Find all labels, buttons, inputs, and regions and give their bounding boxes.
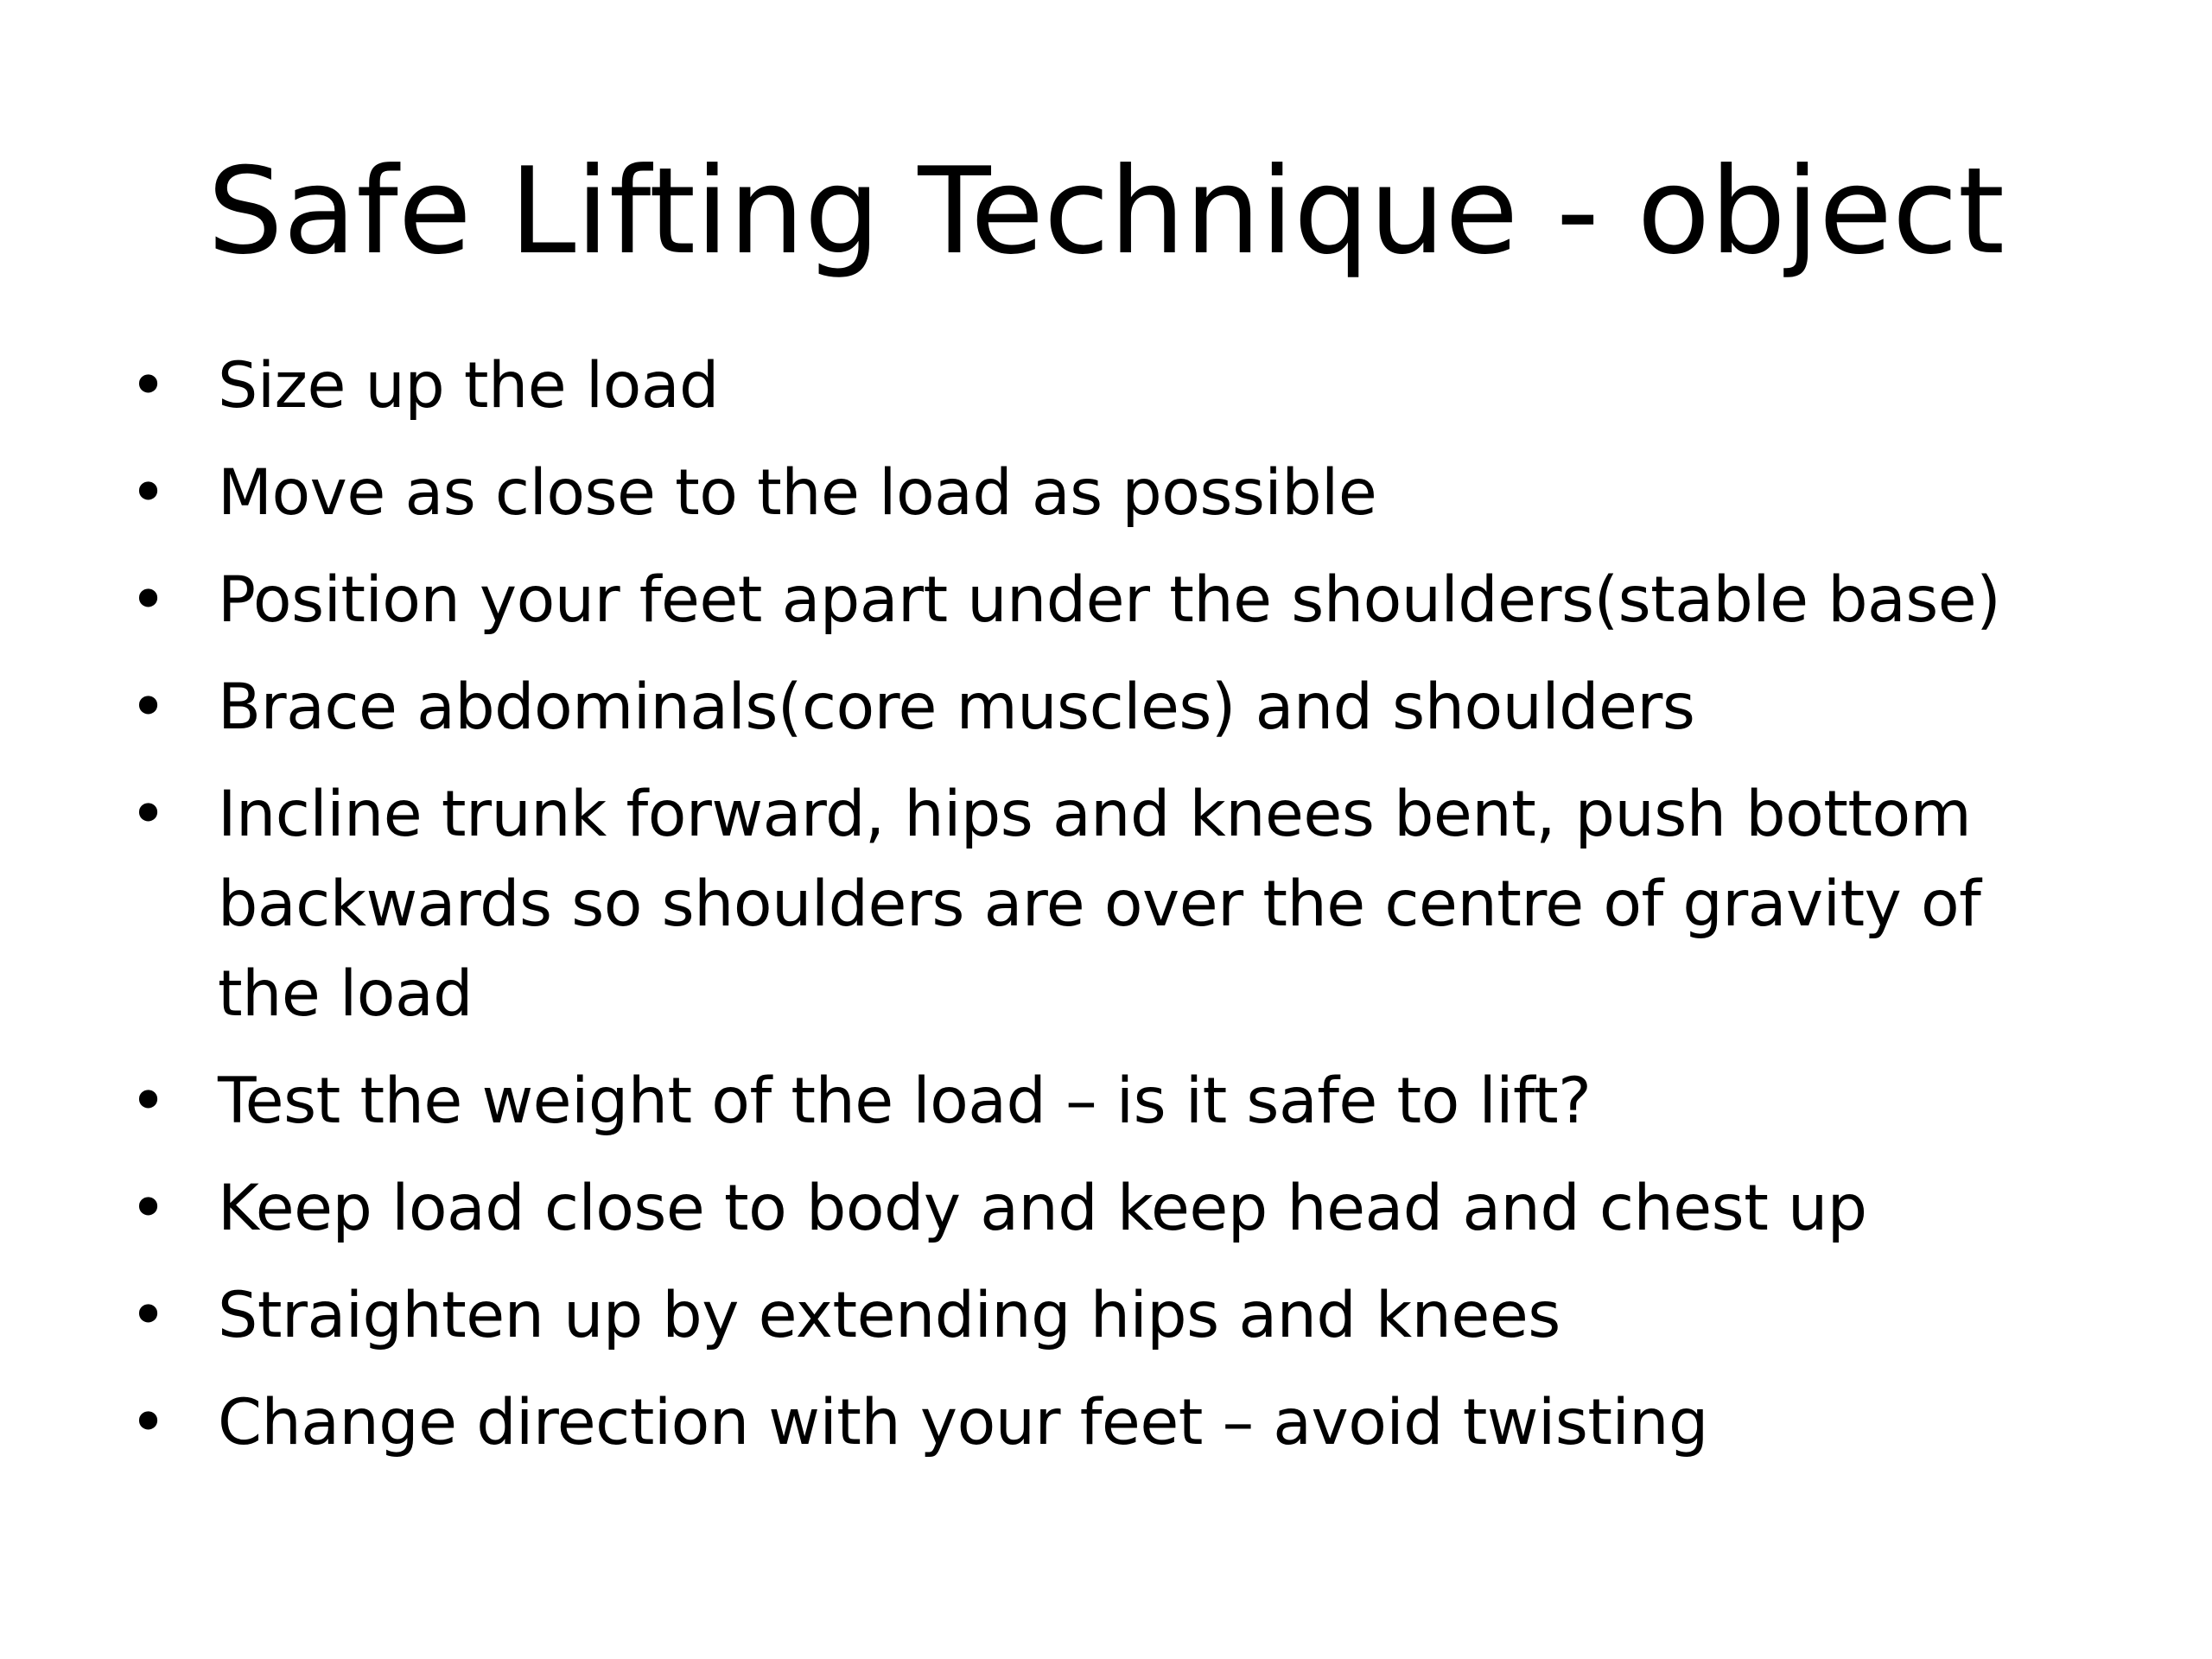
bullet-item bbox=[130, 1164, 2091, 1254]
bullet-text: Position your feet apart under the shoulders(stable base) bbox=[218, 563, 2001, 637]
bullet-item bbox=[130, 663, 2091, 753]
bullet-text: Incline trunk forward, hips and knees bent, push bottom backwards so shoulders are over the centre of gravity of the load bbox=[218, 778, 1981, 1031]
slide-title: Safe Lifting Technique - object bbox=[207, 142, 2005, 281]
bullet-text: Test the weight of the load – is it safe to lift? bbox=[218, 1065, 1592, 1138]
bullet-icon: • bbox=[130, 1172, 167, 1245]
bullet-item bbox=[130, 556, 2091, 645]
bullet-item bbox=[130, 1057, 2091, 1147]
bullet-text: Change direction with your feet – avoid twisting bbox=[218, 1386, 1708, 1459]
bullet-text: Brace abdominals(core muscles) and shoulders bbox=[218, 671, 1695, 744]
bullet-text: Straighten up by extending hips and knees bbox=[218, 1279, 1560, 1352]
bullet-text: Size up the load bbox=[218, 349, 719, 423]
bullet-icon: • bbox=[130, 1279, 167, 1352]
bullet-list bbox=[130, 341, 2091, 1485]
bullet-text: Move as close to the load as possible bbox=[218, 456, 1377, 530]
bullet-text: Keep load close to body and keep head and chest up bbox=[218, 1172, 1867, 1245]
bullet-item bbox=[130, 1271, 2091, 1361]
bullet-item bbox=[130, 448, 2091, 538]
bullet-icon: • bbox=[130, 1065, 167, 1138]
bullet-item bbox=[130, 770, 2091, 1039]
bullet-icon: • bbox=[130, 456, 167, 530]
bullet-icon: • bbox=[130, 778, 167, 851]
bullet-icon: • bbox=[130, 563, 167, 637]
bullet-item bbox=[130, 341, 2091, 431]
bullet-icon: • bbox=[130, 1386, 167, 1459]
bullet-icon: • bbox=[130, 671, 167, 744]
bullet-icon: • bbox=[130, 349, 167, 423]
bullet-item bbox=[130, 1378, 2091, 1468]
